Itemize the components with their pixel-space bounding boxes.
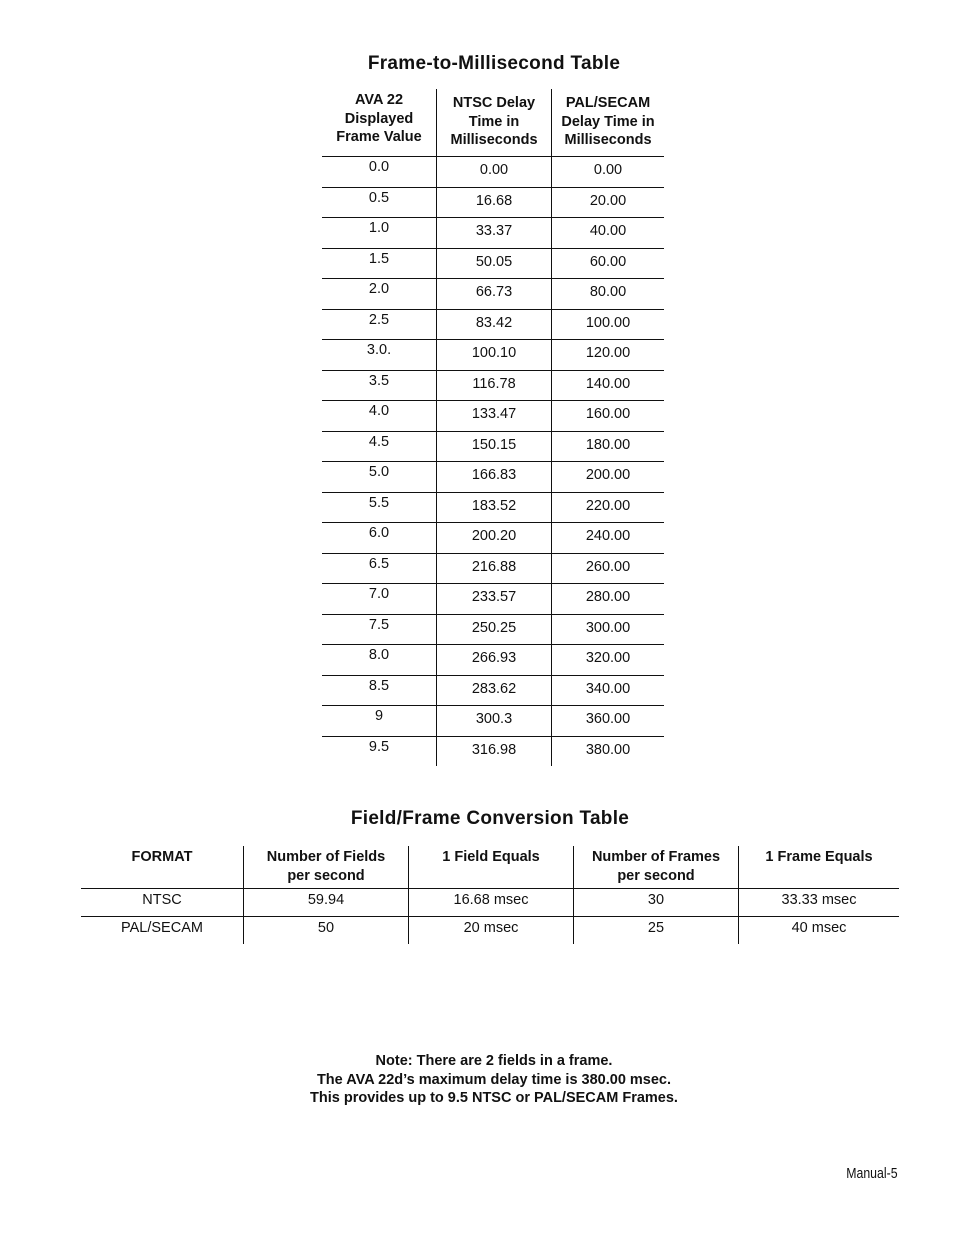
table-cell: 50.05	[437, 248, 552, 279]
table-header-row	[81, 846, 899, 889]
table-cell: 380.00	[585, 741, 631, 758]
table-row	[81, 889, 899, 917]
table-cell: 133.47	[437, 401, 552, 432]
table-cell: 216.88	[437, 553, 552, 584]
table-row	[322, 187, 664, 218]
table-cell: 33.33 msec	[739, 889, 900, 917]
table-cell: 316.98	[437, 736, 552, 766]
table-cell: 5.5	[322, 492, 437, 523]
table-cell: 250.25	[437, 614, 552, 645]
table-cell: 150.15	[437, 431, 552, 462]
table-cell: 183.52	[437, 492, 552, 523]
table-cell: 2.0	[322, 279, 437, 310]
header-line: 1 Field Equals	[442, 849, 540, 865]
header-line: Displayed	[344, 110, 414, 127]
table-cell: 180.00	[552, 431, 665, 462]
table-row	[322, 675, 664, 706]
table-cell: 220.00	[552, 492, 665, 523]
table-cell: 300.3	[437, 706, 552, 737]
table-cell: 116.78	[437, 370, 552, 401]
table-row	[322, 157, 664, 188]
table-cell: 60.00	[552, 248, 665, 279]
table-cell: 260.00	[552, 553, 665, 584]
table-cell: 4.5	[322, 431, 437, 462]
table-cell: 340.00	[552, 675, 665, 706]
page-number: Manual-5	[846, 1165, 898, 1182]
table-cell: 4.0	[322, 401, 437, 432]
field-frame-conversion-table	[81, 846, 899, 944]
table-cell: 7.5	[322, 614, 437, 645]
header-line: FORMAT	[131, 849, 193, 865]
table-cell: PAL/SECAM	[81, 917, 244, 945]
header-pal-secam-delay	[552, 89, 665, 157]
table-cell: 16.68	[437, 187, 552, 218]
table-cell: 0.0	[322, 157, 437, 188]
note-line: The AVA 22d’s maximum delay time is 380.00 msec.	[316, 1071, 672, 1088]
note-line: This provides up to 9.5 NTSC or PAL/SECAM Frames.	[310, 1090, 678, 1106]
header-line: PAL/SECAM	[565, 95, 651, 111]
table-cell: 300.00	[552, 614, 665, 645]
table-cell: 200.20	[437, 523, 552, 554]
table-row	[322, 706, 664, 737]
table-cell: 40.00	[552, 218, 665, 249]
header-line: per second	[617, 867, 695, 884]
table-cell: NTSC	[81, 889, 244, 917]
frame-table-title: Frame-to-Millisecond Table	[367, 53, 621, 74]
table-cell: 30	[574, 889, 739, 917]
table-row	[322, 523, 664, 554]
table-cell: 83.42	[437, 309, 552, 340]
table-header-row	[322, 89, 664, 157]
table-row	[322, 340, 664, 371]
table-cell: 100.10	[437, 340, 552, 371]
header-frame-value	[322, 89, 437, 157]
table-cell: 33.37	[437, 218, 552, 249]
table-row	[322, 553, 664, 584]
header-line: Frame Value	[336, 129, 422, 145]
table-cell: 3.0.	[322, 340, 437, 371]
header-frames-per-second	[574, 846, 739, 889]
header-line: Milliseconds	[450, 132, 538, 148]
table-cell: 20 msec	[409, 917, 574, 945]
header-line: Delay Time in	[561, 113, 655, 130]
header-line: 1 Frame Equals	[765, 849, 873, 865]
table-cell: 59.94	[244, 889, 409, 917]
table-cell: 0.5	[322, 187, 437, 218]
table-cell: 140.00	[552, 370, 665, 401]
header-line: Time in	[468, 113, 520, 130]
table-cell: 66.73	[437, 279, 552, 310]
table-cell: 0.00	[552, 157, 665, 188]
table-row	[81, 917, 899, 945]
table-cell: 2.5	[322, 309, 437, 340]
header-line: Number of Frames	[591, 849, 721, 865]
table-cell: 120.00	[552, 340, 665, 371]
table-cell: 320.00	[552, 645, 665, 676]
table-row	[322, 279, 664, 310]
table-cell: 6.0	[322, 523, 437, 554]
table-row	[322, 401, 664, 432]
table-row	[322, 614, 664, 645]
table-row	[322, 248, 664, 279]
table-row	[322, 645, 664, 676]
note-text	[200, 1052, 788, 1108]
header-line: AVA 22	[354, 92, 404, 108]
table-cell: 5.0	[322, 462, 437, 493]
header-format	[81, 846, 244, 889]
table-cell: 160.00	[552, 401, 665, 432]
table-cell: 3.5	[322, 370, 437, 401]
table-row	[322, 309, 664, 340]
table-row	[322, 584, 664, 615]
table-cell: 0.00	[437, 157, 552, 188]
note-line: Note: There are 2 fields in a frame.	[375, 1053, 613, 1069]
table-cell: 9.5	[322, 736, 437, 766]
table-row	[322, 736, 664, 766]
table-cell: 166.83	[437, 462, 552, 493]
table-cell: 100.00	[552, 309, 665, 340]
table-cell: 8.0	[322, 645, 437, 676]
table-row	[322, 431, 664, 462]
header-line: per second	[287, 867, 365, 884]
frame-table-body	[322, 157, 664, 767]
conversion-table-title: Field/Frame Conversion Table	[350, 808, 630, 829]
table-cell: 266.93	[437, 645, 552, 676]
table-row	[322, 492, 664, 523]
table-cell: 9	[322, 706, 437, 737]
table-cell: 240.00	[552, 523, 665, 554]
table-cell: 360.00	[552, 706, 665, 737]
table-cell: 16.68 msec	[409, 889, 574, 917]
table-cell: 233.57	[437, 584, 552, 615]
frame-to-millisecond-table	[322, 89, 664, 766]
table-cell: 80.00	[552, 279, 665, 310]
table-cell: 1.5	[322, 248, 437, 279]
table-cell: 283.62	[437, 675, 552, 706]
table-cell: 280.00	[552, 584, 665, 615]
header-line: Milliseconds	[564, 132, 652, 148]
table-cell: 20.00	[552, 187, 665, 218]
table-cell: 40 msec	[791, 920, 847, 936]
table-row	[322, 462, 664, 493]
table-row	[322, 218, 664, 249]
table-cell: 7.0	[322, 584, 437, 615]
header-line: Number of Fields	[266, 849, 386, 865]
table-cell: 25	[574, 917, 739, 945]
table-row	[322, 370, 664, 401]
header-ntsc-delay	[437, 89, 552, 157]
header-line: NTSC Delay	[452, 95, 536, 111]
table-cell: 6.5	[322, 553, 437, 584]
table-cell: 50	[244, 917, 409, 945]
table-cell: 200.00	[552, 462, 665, 493]
table-cell: 8.5	[322, 675, 437, 706]
header-frame-equals	[739, 846, 900, 889]
header-field-equals	[409, 846, 574, 889]
header-fields-per-second	[244, 846, 409, 889]
table-cell: 1.0	[322, 218, 437, 249]
